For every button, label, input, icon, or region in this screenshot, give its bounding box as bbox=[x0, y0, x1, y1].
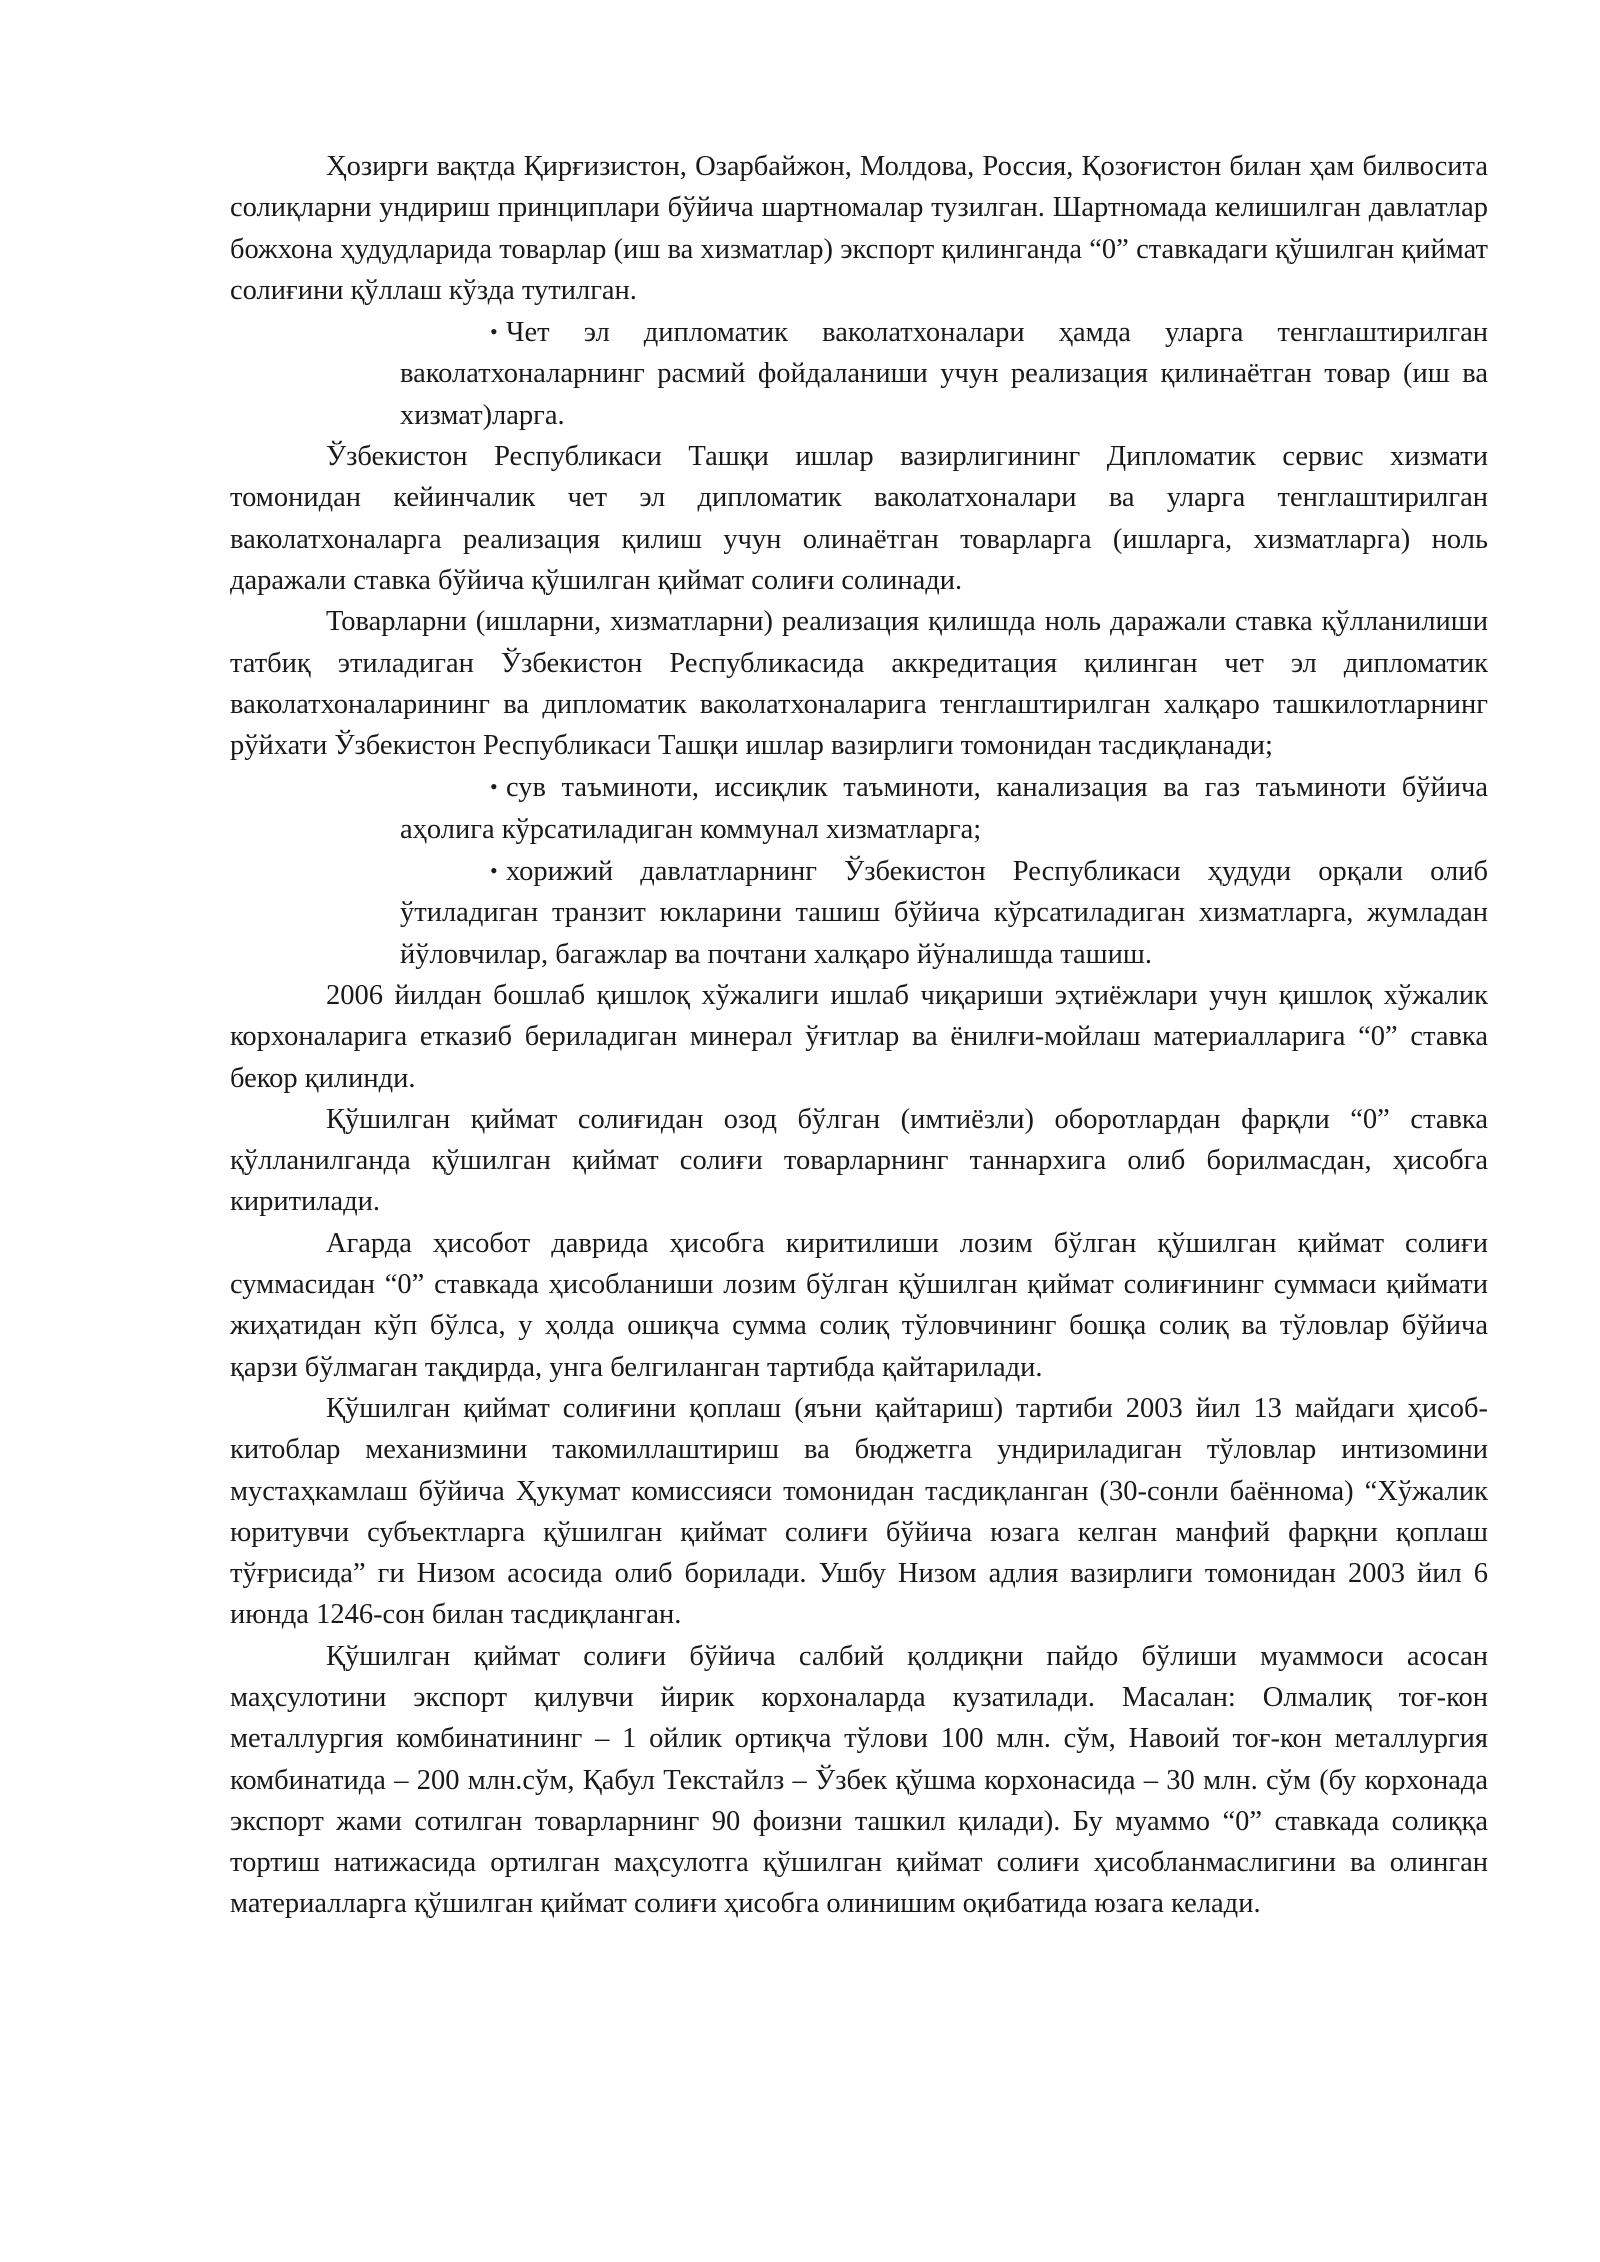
paragraph-1: Ҳозирги вақтда Қирғизистон, Озарбайжон, Молдова, Россия, Қозоғистон билан ҳам билвосита солиқларни ундириш принциплари бўйича шартномалар тузилган. Шартномада келишилган давлатлар божхона ҳудудларида товарлар (иш ва хизматлар) экспорт қилинганда “0” ставкадаги қўшилган қиймат солиғини қўллаш кўзда тутилган. bbox=[230, 151, 1488, 306]
bullet-text-2: сув таъминоти, иссиқлик таъминоти, канализация ва газ таъминоти бўйича аҳолига кўрсатиладиган коммунал хизматларга; bbox=[400, 772, 1488, 845]
paragraph-8: Қўшилган қиймат солиғи бўйича салбий қолдиқни пайдо бўлиши муаммоси асосан маҳсулотини экспорт қилувчи йирик корхоналарда кузатилади. Масалан: Олмалиқ тоғ-кон металлургия комбинатининг – 1 ойлик ортиқча тўлови 100 млн. сўм, Навоий тоғ-кон металлургия комбинатида – 200 млн.сўм, Қабул Текстайлз – Ўзбек қўшма корхонасида – 30 млн. сўм (бу корхонада экспорт жами сотилган товарларнинг 90 фоизни ташкил қилади). Бу муаммо “0” ставкада солиққа тортиш натижасида ортилган маҳсулотга қўшилган қиймат солиғи ҳисобланмаслигини ва олинган материалларга қўшилган қиймат солиғи ҳисобга олинишим оқибатида юзага келади. bbox=[230, 1640, 1488, 1920]
paragraph-3: Товарларни (ишларни, хизматларни) реализация қилишда ноль даражали ставка қўлланилиши татбиқ этиладиган Ўзбекистон Республикасида аккредитация қилинган чет эл дипломатик ваколатхоналарининг ва дипломатик ваколатхоналарига тенглаштирилган халқаро ташкилотларнинг рўйхати Ўзбекистон Республикаси Ташқи ишлар вазирлиги томонидан тасдиқланади; bbox=[230, 606, 1488, 762]
paragraph-6: Агарда ҳисобот даврида ҳисобга киритилиши лозим бўлган қўшилган қиймат солиғи суммасидан “0” ставкада ҳисобланиши лозим бўлган қўшилган қиймат солиғининг суммаси қиймати жиҳатидан кўп бўлса, у ҳолда ошиқча сумма солиқ тўловчининг бошқа солиқ ва тўловлар бўйича қарзи бўлмаган тақдирда, унга белгиланган тартибда қайтарилади. bbox=[230, 1227, 1488, 1383]
document-body bbox=[230, 146, 1488, 1925]
bullet-text-3: хорижий давлатларнинг Ўзбекистон Республикаси ҳудуди орқали олиб ўтиладиган транзит юкларини ташиш бўйича кўрсатиладиган хизматларга, жумладан йўловчилар, багажлар ва почтани халқаро йўналишда ташиш. bbox=[400, 856, 1488, 970]
bullet-item-3 bbox=[400, 850, 1488, 975]
bullet-icon: • bbox=[490, 774, 498, 800]
bullet-item-1 bbox=[400, 311, 1488, 436]
paragraph-7: Қўшилган қиймат солиғини қоплаш (яъни қайтариш) тартиби 2003 йил 13 майдаги ҳисоб-китоблар механизмини такомиллаштириш ва бюджетга ундириладиган тўловлар интизомини мустаҳкамлаш бўйича Ҳукумат комиссияси томонидан тасдиқланган (30-сонли баённома) “Хўжалик юритувчи субъектларга қўшилган қиймат солиғи бўйича юзага келган манфий фарқни қоплаш тўғрисида” ги Низом асосида олиб борилади. Ушбу Низом адлия вазирлиги томонидан 2003 йил 6 июнда 1246-сон билан тасдиқланган. bbox=[230, 1392, 1488, 1631]
bullet-icon: • bbox=[490, 319, 498, 345]
bullet-icon: • bbox=[490, 858, 498, 884]
paragraph-4: 2006 йилдан бошлаб қишлоқ хўжалиги ишлаб чиқариши эҳтиёжлари учун қишлоқ хўжалик корхоналарига етказиб бериладиган минерал ўғитлар ва ёнилғи-мойлаш материалларига “0” ставка бекор қилинди. bbox=[230, 979, 1488, 1094]
paragraph-5: Қўшилган қиймат солиғидан озод бўлган (имтиёзли) оборотлардан фарқли “0” ставка қўлланилганда қўшилган қиймат солиғи товарларнинг таннархига олиб борилмасдан, ҳисобга киритилади. bbox=[230, 1103, 1488, 1218]
bullet-item-2 bbox=[400, 766, 1488, 850]
bullet-text-1: Чет эл дипломатик ваколатхоналари ҳамда уларга тенглаштирилган ваколатхоналарнинг расмий фойдаланиши учун реализация қилинаётган товар (иш ва хизмат)ларга. bbox=[400, 317, 1488, 431]
paragraph-2: Ўзбекистон Республикаси Ташқи ишлар вазирлигининг Дипломатик сервис хизмати томонидан кейинчалик чет эл дипломатик ваколатхоналари ва уларга тенглаштирилган ваколатхоналарга реализация қилиш учун олинаётган товарларга (ишларга, хизматларга) ноль даражали ставка бўйича қўшилган қиймат солиғи солинади. bbox=[230, 441, 1488, 596]
